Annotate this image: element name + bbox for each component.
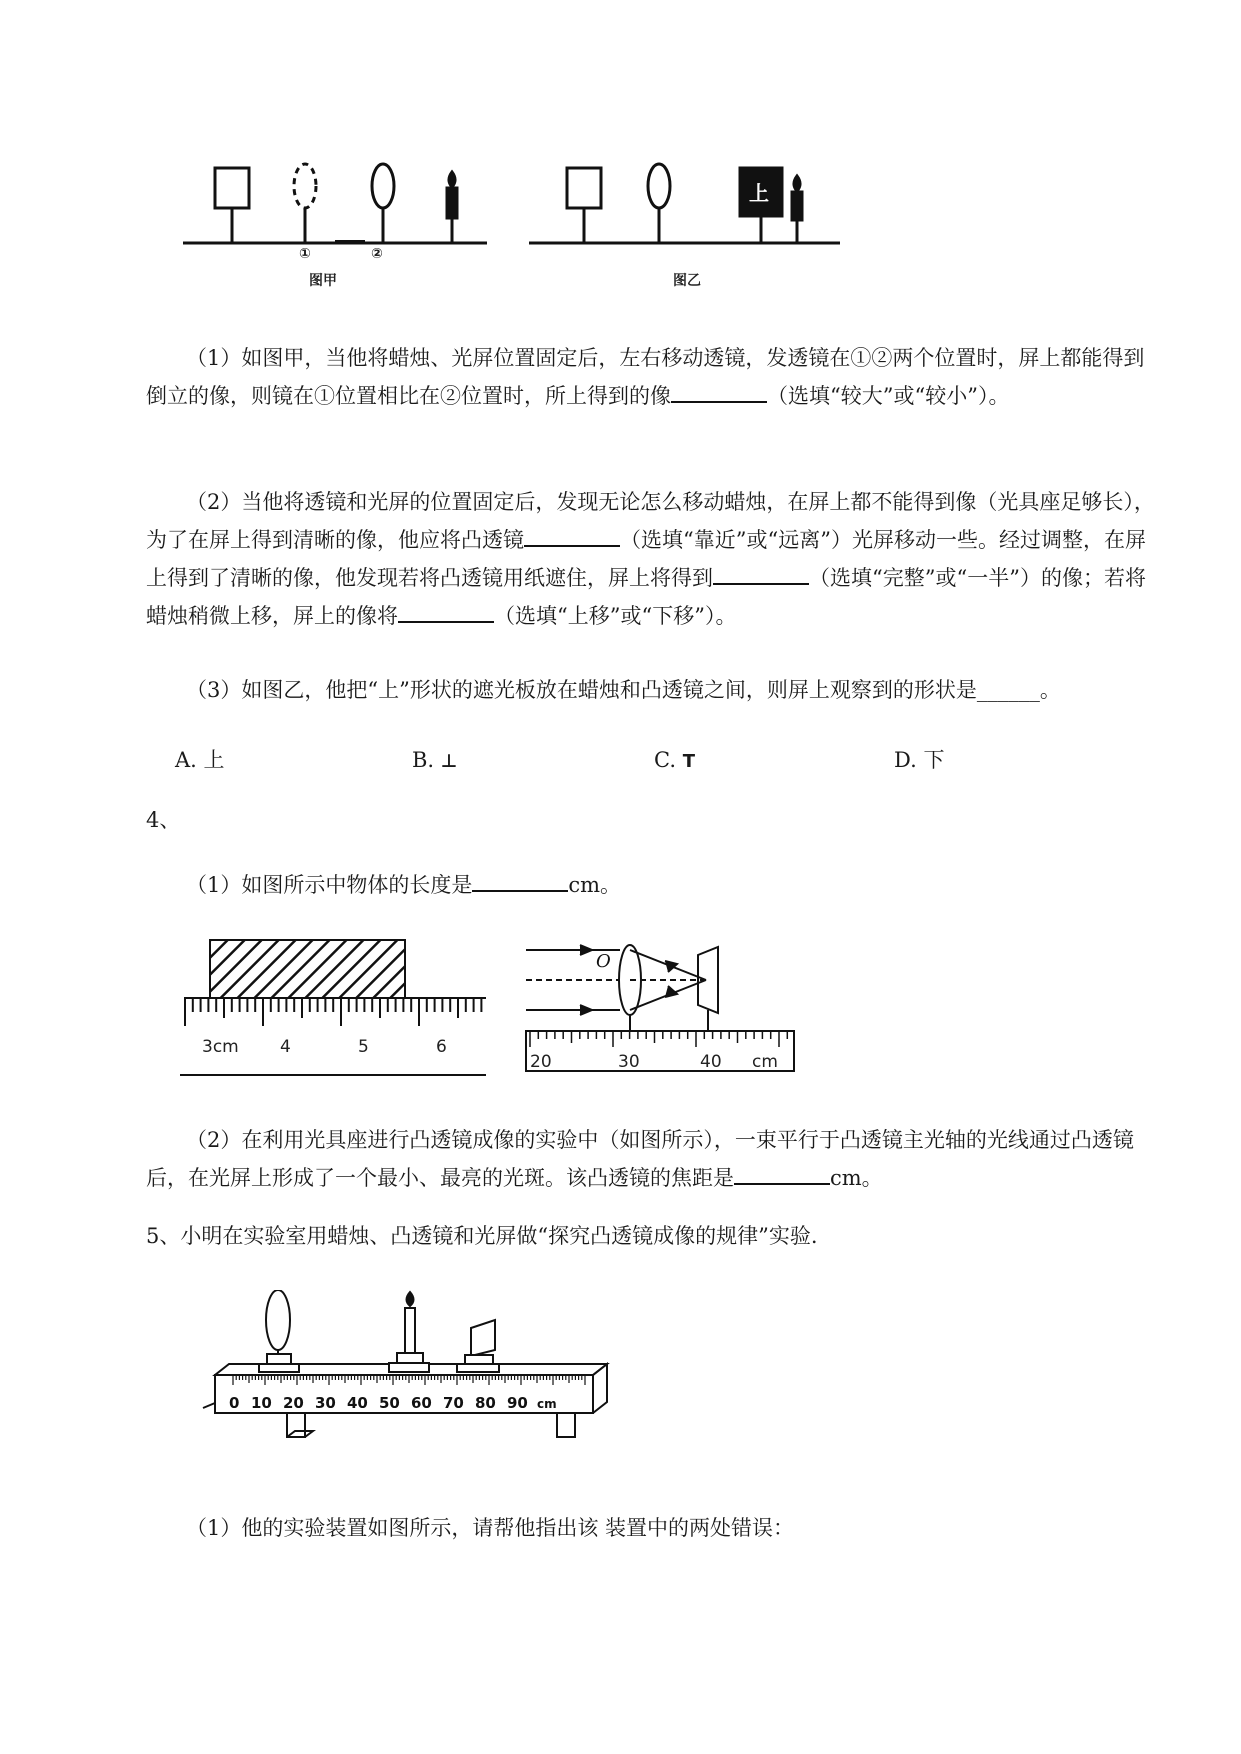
lens-label: O	[596, 951, 611, 972]
bench-lens	[266, 1290, 290, 1350]
bench-candle	[405, 1308, 415, 1353]
figure-optical-bench	[175, 1290, 645, 1475]
answer-blank[interactable]	[713, 559, 809, 585]
figure-lens-setups	[175, 150, 855, 305]
answer-blank[interactable]	[524, 521, 620, 547]
bench-label: 30	[315, 1394, 336, 1412]
choice-a[interactable]: A. 上	[175, 748, 225, 772]
ruler-label: 20	[530, 1052, 552, 1072]
answer-blank[interactable]	[472, 866, 568, 892]
lens-dashed	[294, 164, 316, 208]
q3-part2: （2）当他将透镜和光屏的位置固定后，发现无论怎么移动蜡烛，在屏上都不能得到像（光具座足够长），为了在屏上得到清晰的像，他应将凸透镜 （选填“靠近”或“远离”）光屏移动一些。经过调整，在屏上得到了清晰的像，他发现若将凸透镜用纸遮住，屏上将得到 （选填“完整”或“一半”）的像；若将蜡烛稍微上移，屏上的像将 （选填“上移”或“下移”）。	[146, 490, 1155, 628]
figure-ruler-block	[180, 935, 490, 1080]
choice-d[interactable]: D. 下	[894, 748, 945, 772]
figure-focal-length	[520, 935, 800, 1075]
bench-label: 0	[229, 1394, 240, 1412]
q4-part2: （2）在利用光具座进行凸透镜成像的实验中（如图所示），一束平行于凸透镜主光轴的光线通过凸透镜后，在光屏上形成了一个最小、最亮的光斑。该凸透镜的焦距是 cm。	[146, 1128, 1134, 1190]
bench-label: 50	[379, 1394, 400, 1412]
choice-c[interactable]: C. T	[654, 748, 695, 772]
bench-screen	[471, 1320, 495, 1356]
diagram-jia	[183, 164, 487, 243]
bench-label: 10	[251, 1394, 272, 1412]
ruler-label: 5	[358, 1037, 369, 1057]
bench-label: 80	[475, 1394, 496, 1412]
ruler-label: 30	[618, 1052, 640, 1072]
bench-label: 90	[507, 1394, 528, 1412]
ruler-label: 3cm	[202, 1037, 239, 1057]
ruler-label: 4	[280, 1037, 291, 1057]
answer-blank[interactable]	[671, 377, 767, 403]
lens-solid	[372, 164, 394, 208]
bench-label: 60	[411, 1394, 432, 1412]
choice-b[interactable]: B. ⊥	[412, 748, 458, 772]
answer-blank[interactable]	[734, 1159, 830, 1185]
q3-part3: （3）如图乙，他把“上”形状的遮光板放在蜡烛和凸透镜之间，则屏上观察到的形状是______。	[186, 678, 1061, 702]
bench-label: 20	[283, 1394, 304, 1412]
q5-part1: （1）他的实验装置如图所示，请帮他指出该 装置中的两处错误：	[186, 1516, 795, 1540]
candle	[447, 188, 457, 218]
ruler-label: 40	[700, 1052, 722, 1072]
q5-intro: 5、小明在实验室用蜡烛、凸透镜和光屏做“探究凸透镜成像的规律”实验.	[146, 1224, 818, 1248]
position-mark-2: ②	[371, 246, 383, 262]
caption-yi: 图乙	[673, 273, 701, 289]
diagram-yi	[529, 164, 840, 243]
bench-label: 70	[443, 1394, 464, 1412]
light-screen	[215, 168, 249, 208]
bench-label: cm	[537, 1397, 557, 1411]
bench-label: 40	[347, 1394, 368, 1412]
answer-blank-underscore[interactable]: ______	[976, 678, 1040, 702]
q4-number: 4、	[146, 808, 181, 832]
position-mark-1: ①	[299, 246, 311, 262]
lens-2	[648, 164, 670, 208]
light-screen-2	[567, 168, 601, 208]
q4-part1: （1）如图所示中物体的长度是 cm。	[146, 866, 1156, 904]
caption-jia: 图甲	[309, 273, 337, 289]
ruler-label: cm	[752, 1052, 778, 1072]
board-char: 上	[749, 181, 769, 205]
q3-part1: （1）如图甲，当他将蜡烛、光屏位置固定后，左右移动透镜，发透镜在①②两个位置时，屏上都能得到倒立的像，则镜在①位置相比在②位置时，所上得到的像 （选填“较大”或“较小”）。	[146, 346, 1145, 408]
candle-2	[792, 192, 802, 220]
answer-blank[interactable]	[398, 597, 494, 623]
ruler-label: 6	[436, 1037, 447, 1057]
measured-block	[210, 940, 405, 998]
